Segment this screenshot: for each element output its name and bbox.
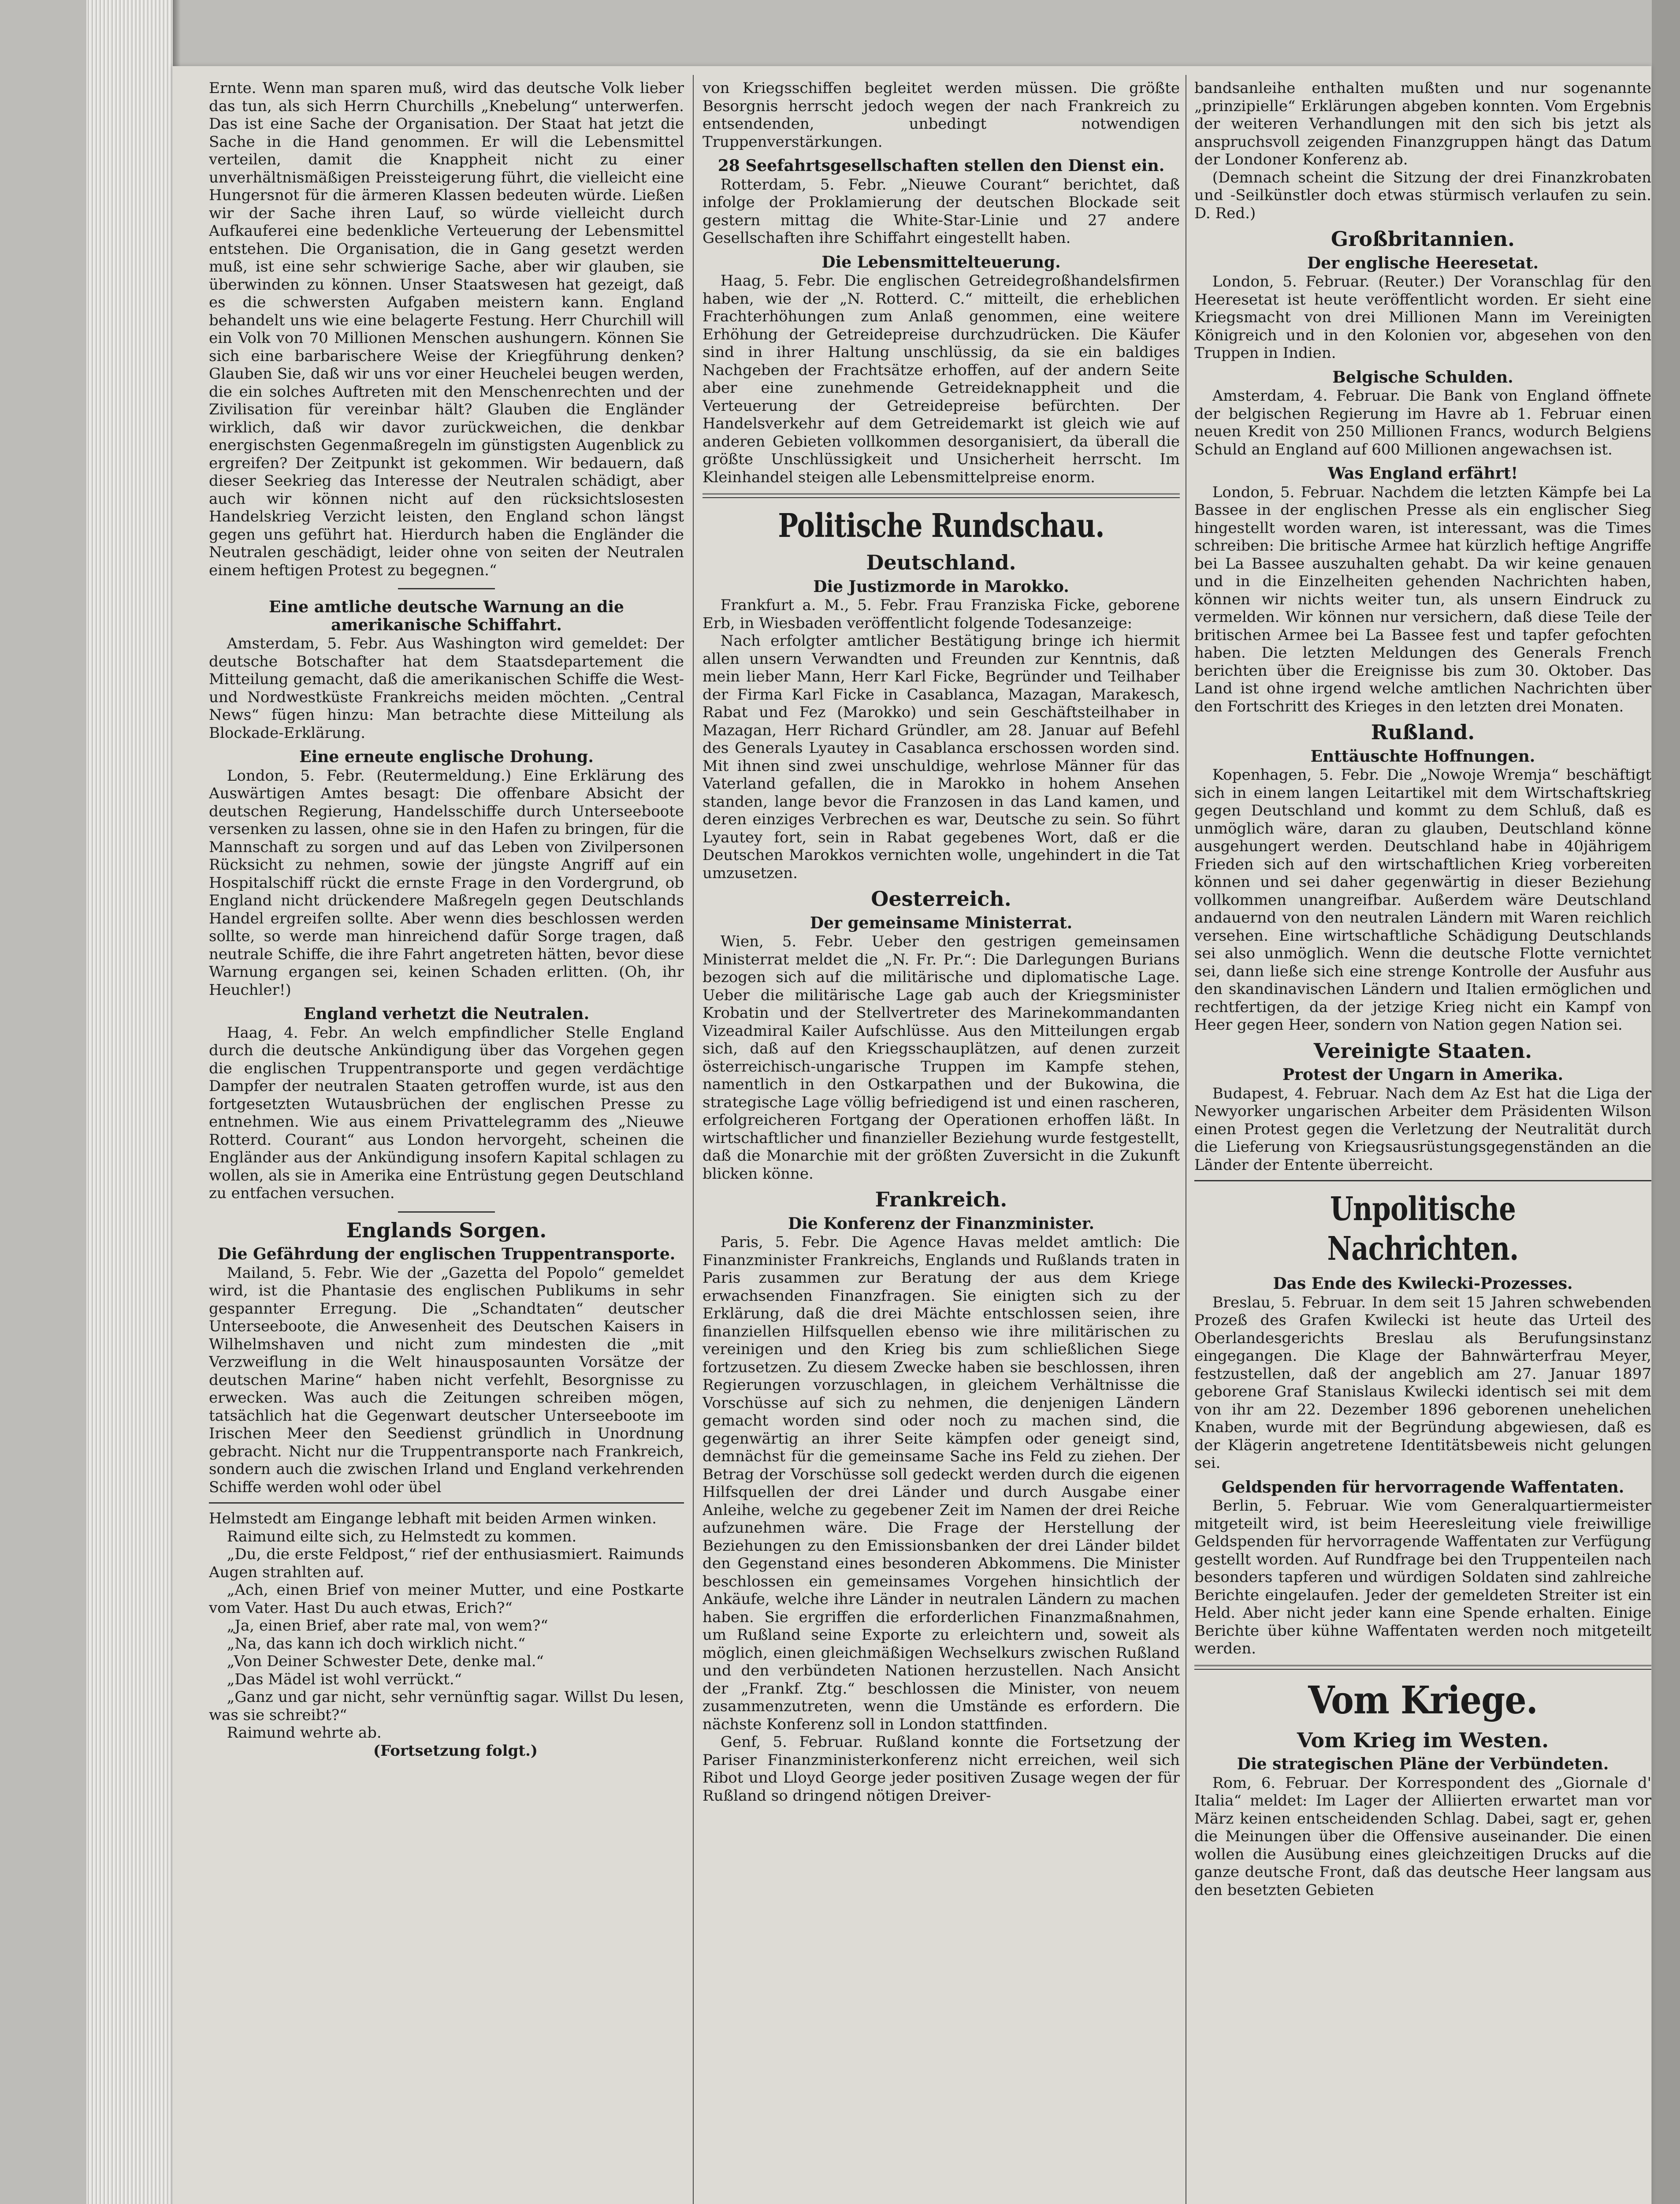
subsection-title: Vom Krieg im Westen. (1297, 1728, 1549, 1752)
headline: Die strategischen Pläne der Verbündeten. (1237, 1755, 1609, 1773)
newspaper-page (173, 66, 1651, 2204)
article-text: bandsanleihe enthalten mußten und nur sogenannte „prinzipielle“ Erklärungen abgeben konnten. Vom Ergebnis der weiteren Verhandlungen mit den sich bis jetzt als anspruchsvoll zeigenden Finanzgruppen hängt das Datum der Londoner Konferenz ab. (1194, 79, 1651, 168)
headline: Belgische Schulden. (1332, 368, 1513, 387)
divider (398, 588, 495, 589)
headline: 28 Seefahrtsgesellschaften stellen den Dienst ein. (717, 156, 1165, 175)
section-title: Englands Sorgen. (346, 1218, 547, 1242)
headline: Die Konferenz der Finanzminister. (788, 1214, 1094, 1233)
column-divider (693, 75, 694, 2204)
country-heading: Rußland. (1371, 720, 1475, 744)
article-text: Breslau, 5. Februar. In dem seit 15 Jahren schwebenden Prozeß des Grafen Kwilecki ist heute das Urteil des Oberlandesgerichts Breslau als Berufungsinstanz eingegangen. Die Klage der Bahnwärterfrau Meyer, festzustellen, daß der angeblich am 27. Januar 1897 geborene Graf Stanislaus Kwilecki identisch sei mit dem von ihr am 22. Dezember 1896 geborenen unehelichen Knaben, wurde mit der Begründung abgewiesen, daß es der Klägerin angetretene Identitätsbeweis nicht gelungen sei. (1194, 1293, 1651, 1472)
article-text: von Kriegsschiffen begleitet werden müssen. Die größte Besorgnis herrscht jedoch wegen der nach Frankreich zu entsendenden, unbedingt notwendigen Truppenverstärkungen. (702, 79, 1180, 151)
article-text: Kopenhagen, 5. Febr. Die „Nowoje Wremja“ beschäftigt sich in einem langen Leitartikel mit dem Wirtschaftskrieg gegen Deutschland und kommt zu dem Schluß, daß es unmöglich wäre, daran zu glauben, Deutschland könne ausgehungert werden. Deutschland habe in 40jährigem Frieden sich auf den wirtschaftlichen Krieg vorbereiten können und sei daher gegenwärtig in dieser Beziehung vollkommen unangreifbar. Außerdem wäre Deutschland andauernd von den neutralen Ländern mit Waren reichlich versehen. Eine wirtschaftliche Schädigung Deutschlands sei also unmöglich. Wenn die deutsche Flotte vernichtet sei, dann ließe sich eine strenge Kontrolle der Ausfuhr aus den skandinavischen Ländern und Italien ermöglichen und rechtfertigen, da der jetzige Krieg nicht ein Kampf von Heer gegen Heer, sondern von Nation gegen Nation sei. (1194, 766, 1651, 1034)
serial-line: „Ja, einen Brief, aber rate mal, von wem?“ (227, 1617, 548, 1634)
headline: Der englische Heeresetat. (1307, 253, 1539, 272)
column-2 (702, 79, 1180, 2204)
book-binding (86, 0, 173, 2204)
country-heading: Oesterreich. (871, 887, 1011, 911)
article-text: London, 5. Febr. (Reutermeldung.) Eine Erklärung des Auswärtigen Amtes besagt: Die offenbare Absicht der deutschen Regierung, Handelsschiffe durch Unterseeboote versenken zu lassen, ohne sie in den Hafen zu bringen, für die Mannschaft zu sorgen und auf das Leben von Zivilpersonen Rücksicht zu nehmen, sowie der jüngste Angriff auf ein Hospitalschiff rückt die ernste Frage in den Vordergrund, ob England nicht drückendere Maßregeln gegen Deutschlands Handel ergreifen sollte. Aber wenn dies beschlossen werden sollte, so werde man hinreichend dafür Sorge tragen, daß neutrale Schiffe, die ihre Fahrt angetreten hätten, bevor diese Warnung ergangen sei, keinen Schaden erlitten. (Oh, ihr Heuchler!) (209, 767, 684, 999)
country-heading: Großbritannien. (1331, 227, 1515, 251)
article-text: London, 5. Februar. (Reuter.) Der Voranschlag für den Heeresetat ist heute veröffentlicht worden. Er sieht eine Kriegsmacht von drei Millionen Mann im Vereinigten Königreich und in den Kolonien vor, abgesehen von den Truppen in Indien. (1194, 273, 1651, 362)
article-text: Budapest, 4. Februar. Nach dem Az Est hat die Liga der Newyorker ungarischen Arbeiter dem Präsidenten Wilson einen Protest gegen die Verletzung der Neutralität durch die Lieferung von Kriegsausrüstungsgegenständen an die Länder der Entente überreicht. (1194, 1084, 1651, 1174)
article-text: Wien, 5. Febr. Ueber den gestrigen gemeinsamen Ministerrat meldet die „N. Fr. Pr.“: Die Darlegungen Burians bezogen sich auf die militärische und diplomatische Lage. Ueber die militärische Lage gab auch der Kriegsminister Krobatin und der Stellvertreter des Marinekommandanten Vizeadmiral Kailer Aufschlüsse. Aus den Mitteilungen ergab sich, daß auf den Kriegsschauplätzen, auf denen zurzeit österreichisch-ungarische Truppen im Kampfe stehen, namentlich in den Ostkarpathen und der Bukowina, die strategische Lage völlig befriedigend ist und einen rascheren, erfolgreicheren Fortgang der Operationen erhoffen läßt. In wirtschaftlicher und finanzieller Beziehung wurde festgestellt, daß die Monarchie mit der größten Zuversicht in die Zukunft blicken könne. (702, 933, 1180, 1183)
country-heading: Frankreich. (875, 1188, 1007, 1211)
serial-story (209, 1510, 684, 1760)
serial-line: „Ganz und gar nicht, sehr vernünftig sagar. Willst Du lesen, was sie schreibt?“ (209, 1688, 684, 1724)
headline: Eine amtliche deutsche Warnung an die amerikanische Schiffahrt. (269, 598, 624, 634)
headline: Enttäuschte Hoffnungen. (1310, 747, 1535, 766)
article-text: Haag, 4. Febr. An welch empfindlicher Stelle England durch die deutsche Ankündigung über das Vorgehen gegen die englischen Truppentransporte und gegen verdächtige Dampfer der neutralen Staaten getroffen wurde, ist aus den fortgesetzten Wutausbrüchen der englischen Presse zu entnehmen. Wie aus einem Privattelegramm des „Nieuwe Rotterd. Courant“ aus London hervorgeht, scheinen die Engländer aus der Ankündigung insofern Kapital schlagen zu wollen, als sie in Amerika eine Entrüstung gegen Deutschland zu entfachen versuchen. (209, 1024, 684, 1202)
article-text: Nach erfolgter amtlicher Bestätigung bringe ich hiermit allen unsern Verwandten und Freunden zur Kenntnis, daß mein lieber Mann, Herr Karl Ficke, Begründer und Teilhaber der Firma Karl Ficke in Casablanca, Mazagan, Marakesch, Rabat und Fez (Marokko) und sein Geschäftsteilhaber in Mazagan, Herr Richard Gründler, am 28. Januar auf Befehl des Generals Lyautey in Casablanca erschossen worden sind. Mit ihnen sind zwei unschuldige, wehrlose Männer für das Vaterland gefallen, die in Marokko in hohem Ansehen standen, lange bevor die Franzosen in das Land kamen, und deren einziges Verbrechen es war, Deutsche zu sein. So führt Lyautey fort, sein in Rabat gegebenes Wort, daß er die Deutschen Marokkos vernichten wolle, ungehindert in die Tat umzusetzen. (702, 632, 1180, 882)
article-text: Amsterdam, 4. Februar. Die Bank von England öffnete der belgischen Regierung im Havre ab 1. Februar einen neuen Kredit von 250 Millionen Francs, wodurch Belgiens Schuld an England auf 600 Millionen angewachsen ist. (1194, 387, 1651, 458)
section-title: Politische Rundschau. (778, 507, 1104, 545)
country-heading: Deutschland. (866, 551, 1016, 574)
section-title: Unpolitische Nachrichten. (1327, 1190, 1519, 1268)
divider (398, 1211, 495, 1213)
article-text: Paris, 5. Febr. Die Agence Havas meldet amtlich: Die Finanzminister Frankreichs, Englands und Rußlands traten in Paris zusammen zur Beratung der aus dem Kriege erwachsenden Finanzfragen. Sie einigten sich zu der Erklärung, daß die drei Mächte entschlossen seien, ihre finanziellen Hilfsquellen ebenso wie ihre militärischen zu vereinigen und den Krieg bis zum schließlichen Siege fortzusetzen. Zu diesem Zwecke haben sie beschlossen, ihren Regierungen vorzuschlagen, in gleichem Verhältnisse die Vorschüsse auf sich zu nehmen, die denjenigen Ländern gemacht worden sind oder noch zu machen sind, die gegenwärtig an ihrer Seite kämpfen oder geneigt sind, demnächst für die gemeinsame Sache ins Feld zu ziehen. Der Betrag der Vorschüsse soll gedeckt werden durch die eigenen Hilfsquellen der drei Länder und durch Ausgabe einer Anleihe, welche zu gegebener Zeit im Namen der drei Reiche aufzunehmen wäre. Die Frage der Herstellung der Beziehungen zu den Emissionsbanken der drei Länder bildet den Gegenstand eines besonderen Abkommens. Die Minister beschlossen ein gemeinsames Vorgehen hinsichtlich der Ankäufe, welche ihre Länder in neutralen Ländern zu machen haben. Sie ergriffen die erforderlichen Finanzmaßnahmen, um Rußland seine Exporte zu erleichtern und, soweit als möglich, einen gleichmäßigen Wechselkurs zwischen Rußland und den verbündeten Nationen herzustellen. Nach Ansicht der „Frankf. Ztg.“ beschlossen die Minister, von neuem zusammenzutreten, wenn die Umstände es erfordern. Die nächste Konferenz soll in London stattfinden. (702, 1233, 1180, 1733)
headline: Das Ende des Kwilecki-Prozesses. (1273, 1274, 1573, 1293)
serial-line: „Von Deiner Schwester Dete, denke mal.“ (227, 1653, 544, 1670)
headline: Die Lebensmittelteuerung. (821, 253, 1061, 272)
article-text: Rotterdam, 5. Febr. „Nieuwe Courant“ berichtet, daß infolge der Proklamierung der deutschen Blockade seit gestern mittag die White-Star-Linie und 27 andere Gesellschaften ihre Schiffahrt eingestellt haben. (702, 175, 1180, 247)
serial-line: Raimund eilte sich, zu Helmstedt zu kommen. (227, 1527, 577, 1545)
serial-line: „Du, die erste Feldpost,“ rief der enthusiasmiert. Raimunds Augen strahlten auf. (209, 1545, 684, 1581)
article-text: London, 5. Februar. Nachdem die letzten Kämpfe bei La Bassee in der englischen Presse als ein englischer Sieg hingestellt worden waren, ist interessant, was die Times schreiben: Die britische Armee hat kürzlich heftige Angriffe bei La Bassee auszuhalten gehabt. Da wir keine genauen und in die Einzelheiten gehenden Nachrichten haben, können wir nichts weiter tun, als unsern Eindruck zu vermelden. Wir können nur versichern, daß diese Teile der britischen Armee bei La Bassee fest und tapfer gefochten haben. Die letzten Meldungen des Generals French berichten über die Ereignisse bis zum 30. Oktober. Das Land ist ohne irgend welche amtlichen Nachrichten über den Fortschritt des Krieges in den letzten drei Monaten. (1194, 483, 1651, 715)
headline: Die Justizmorde in Marokko. (813, 577, 1069, 596)
headline: Geldspenden für hervorragende Waffentaten. (1221, 1478, 1624, 1497)
column-3 (1194, 79, 1651, 2204)
headline: England verhetzt die Neutralen. (303, 1005, 590, 1023)
article-text: Genf, 5. Februar. Rußland konnte die Fortsetzung der Pariser Finanzministerkonferenz nicht erreichen, weil sich Ribot und Lloyd George jeder positiven Zusage wegen der für Rußland so dringend nötigen Dreiver- (702, 1733, 1180, 1805)
serial-line: „Das Mädel ist wohl verrückt.“ (227, 1670, 462, 1688)
section-title: Vom Kriege. (1308, 1678, 1538, 1723)
article-text: Haag, 5. Febr. Die englischen Getreidegroßhandelsfirmen haben, wie der „N. Rotterd. C.“ mitteilt, die erheblichen Frachterhöhungen zum Anlaß genommen, eine weitere Erhöhung der Getreidepreise durchzudrücken. Die Käufer sind in ihrer Haltung unschlüssig, da sie ein baldiges Nachgeben der Frachtsätze erhoffen, auf der andern Seite aber eine zunehmende Getreideknappheit und die Verteuerung der Getreidepreise befürchten. Der Handelsverkehr auf dem Getreidemarkt ist gleich wie auf anderen Gebieten vollkommen desorganisiert, da überall die größte Unschlüssigkeit und Unsicherheit herrscht. Im Kleinhandel steigen alle Lebensmittelpreise enorm. (702, 272, 1180, 486)
scan-edge (1652, 0, 1680, 2204)
column-1 (209, 79, 684, 2204)
article-text: Amsterdam, 5. Febr. Aus Washington wird gemeldet: Der deutsche Botschafter hat dem Staatsdepartement die Mitteilung gemacht, daß die amerikanischen Schiffe die West- und Nordwestküste Frankreichs meiden möchten. „Central News“ fügen hinzu: Man betrachte diese Mitteilung als Blockade-Erklärung. (209, 635, 684, 742)
headline: Die Gefährdung der englischen Truppentransporte. (217, 1245, 676, 1263)
article-text: Ernte. Wenn man sparen muß, wird das deutsche Volk lieber das tun, als sich Herrn Churchills „Knebelung“ unterwerfen. Das ist eine Sache der Organisation. Der Staat hat jetzt die Sache in die Hand genommen. Er will die Lebensmittel verteilen, damit die Knappheit nicht zu einer unverhältnismäßigen Preissteigerung führt, die vielleicht eine Hungersnot für die ärmeren Klassen bedeuten würde. Ließen wir der Sache ihren Lauf, so würde vielleicht durch Aufkauferei eine bedenkliche Verteuerung der Lebensmittel entstehen. Die Organisation, die in Gang gesetzt werden muß, ist eine sehr schwierige Sache, aber wir glauben, sie überwinden zu können. Unser Staatswesen hat gezeigt, daß es die schwersten Aufgaben meistern kann. England behandelt uns wie eine belagerte Festung. Herr Churchill will ein Volk von 70 Millionen Menschen aushungern. Können Sie sich eine barbarischere Weise der Kriegführung denken? Glauben Sie, daß wir uns vor einer Heuchelei beugen werden, die ein solches Auftreten mit den Menschenrechten und der Zivilisation für vereinbar hält? Glauben die Engländer wirklich, daß wir davor zurückweichen, die denkbar energischsten Gegenmaßregeln im günstigsten Augenblick zu ergreifen? Der Zeitpunkt ist gekommen. Wir bedauern, daß dieser Seekrieg das Interesse der Neutralen schädigt, aber auch wir können nicht auf den rücksichtslosesten Handelskrieg Verzicht leisten, den England schon längst gegen uns geführt hat. Hierdurch haben die Engländer die Neutralen geschädigt, leider ohne von seiten der Neutralen einem heftigen Protest zu begegnen.“ (209, 79, 684, 579)
section-divider (1194, 1665, 1651, 1670)
headline: Eine erneute englische Drohung. (299, 748, 594, 766)
headline: Protest der Ungarn in Amerika. (1282, 1065, 1564, 1084)
headline: Der gemeinsame Ministerrat. (810, 913, 1073, 932)
section-divider (702, 493, 1180, 498)
article-text: (Demnach scheint die Sitzung der drei Finanzkrobaten und -Seilkünstler doch etwas stürmisch verlaufen zu sein. D. Red.) (1194, 168, 1651, 222)
article-text: Mailand, 5. Febr. Wie der „Gazetta del Popolo“ gemeldet wird, ist die Phantasie des englischen Publikums in sehr gespannter Erregung. Die „Schandtaten“ deutscher Unterseeboote, die Anwesenheit des Deutschen Kaisers in Wilhelmshaven und nicht zum mindesten die „mit Verzweiflung in die Welt hinausposaunten Vorsätze der deutschen Marine“ haben nicht verfehlt, Besorgnisse zu erwecken. Was auch die Zeitungen schreiben mögen, tatsächlich hat die Gegenwart deutscher Unterseeboote im Irischen Meer den Seedienst gründlich in Unordnung gebracht. Nicht nur die Truppentransporte nach Frankreich, sondern auch die zwischen Irland und England verkehrenden Schiffe werden wohl oder übel (209, 1264, 684, 1496)
headline: Was England erfährt! (1327, 464, 1518, 483)
serial-line: „Na, das kann ich doch wirklich nicht.“ (227, 1634, 526, 1653)
article-text: Rom, 6. Februar. Der Korrespondent des „Giornale d' Italia“ meldet: Im Lager der Alliierten erwartet man vor März keinen entscheidenden Schlag. Dabei, sagt er, gehen die Meinungen über die Offensive auseinander. Die einen wollen die Ausübung eines gleichzeitigen Drucks auf die ganze deutsche Front, daß das deutsche Heer langsam aus den besetzten Gebieten (1194, 1774, 1651, 1899)
country-heading: Vereinigte Staaten. (1313, 1039, 1532, 1063)
article-text: Berlin, 5. Februar. Wie vom Generalquartiermeister mitgeteilt wird, ist beim Heeresleitung viele freiwillige Geldspenden für hervorragende Waffentaten zur Verfügung gestellt worden. Auf Rundfrage bei den Truppenteilen nach besonders tapferen und würdigen Soldaten sind zahlreiche Berichte eingelaufen. Jeder der gemeldeten Streiter ist ein Held. Aber nicht jeder kann eine Spende erhalten. Einige Berichte über kühne Waffentaten werden noch mitgeteilt werden. (1194, 1497, 1651, 1657)
serial-line: Raimund wehrte ab. (227, 1724, 382, 1742)
article-text: Frankfurt a. M., 5. Febr. Frau Franziska Ficke, geborene Erb, in Wiesbaden veröffentlicht folgende Todesanzeige: (702, 596, 1180, 632)
serial-line: „Ach, einen Brief von meiner Mutter, und eine Postkarte vom Vater. Hast Du auch etwas, Erich?“ (209, 1581, 684, 1617)
serial-continued: (Fortsetzung folgt.) (373, 1742, 538, 1760)
serial-line: Helmstedt am Eingange lebhaft mit beiden Armen winken. (209, 1510, 657, 1527)
section-divider (1194, 1180, 1651, 1181)
serial-divider (209, 1502, 684, 1504)
